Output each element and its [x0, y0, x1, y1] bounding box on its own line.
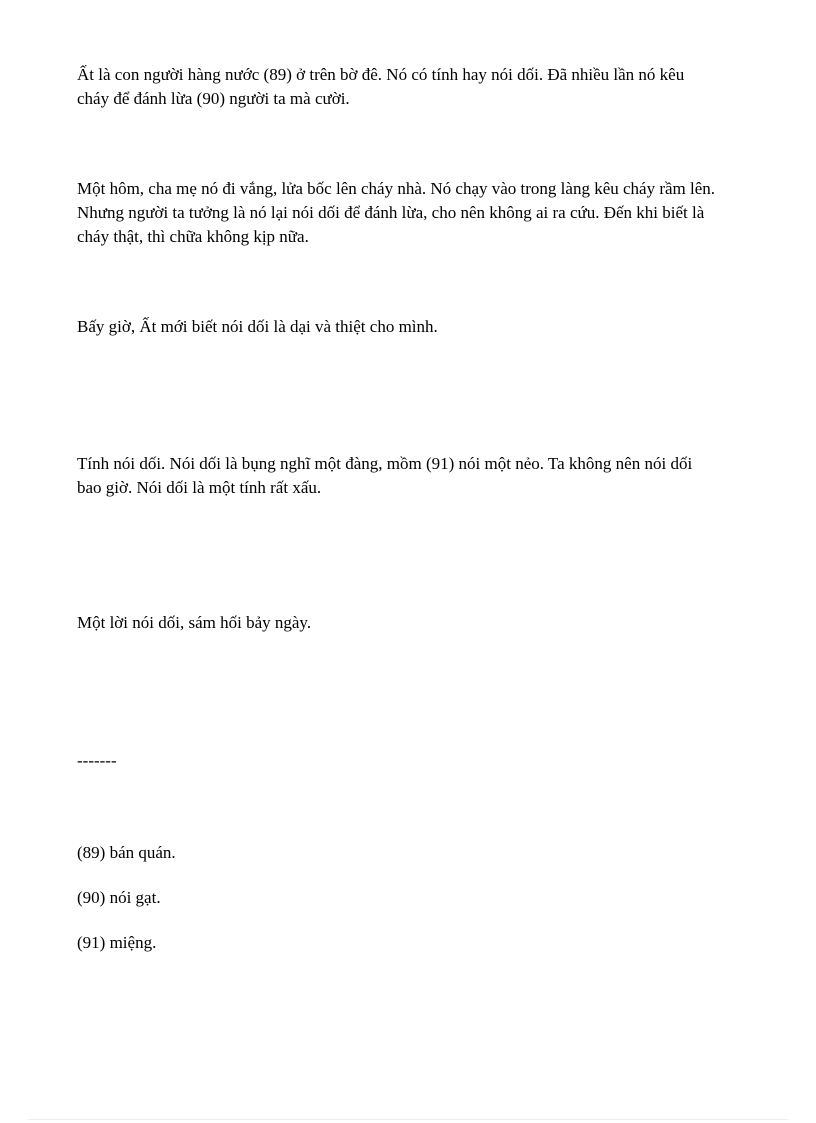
text-line: cháy để đánh lừa (90) người ta mà cười. [77, 89, 350, 108]
text-line: Một lời nói dối, sám hối bảy ngày. [77, 613, 312, 632]
text-line: Nhưng người ta tưởng là nó lại nói dối để đánh lừa, cho nên không ai ra cứu. Đến khi biết là [77, 203, 705, 222]
story-paragraph-1 [77, 63, 777, 111]
footnote-text: (91) miệng. [77, 933, 157, 952]
separator-text: ------- [77, 751, 117, 770]
footnote-91 [77, 931, 777, 955]
page-bottom-divider [28, 1119, 788, 1120]
story-paragraph-3 [77, 315, 777, 339]
text-line: Một hôm, cha mẹ nó đi vắng, lửa bốc lên cháy nhà. Nó chạy vào trong làng kêu cháy rầm lên. [77, 179, 716, 198]
footnote-90 [77, 886, 777, 910]
notes-separator [77, 749, 777, 773]
proverb [77, 611, 777, 635]
text-line: Bấy giờ, Ất mới biết nói dối là dại và thiệt cho mình. [77, 317, 438, 336]
footnote-89 [77, 841, 777, 865]
footnote-text: (89) bán quán. [77, 843, 176, 862]
text-line: Ất là con người hàng nước (89) ở trên bờ đê. Nó có tính hay nói dối. Đã nhiều lần nó kêu [77, 65, 685, 84]
text-line: bao giờ. Nói dối là một tính rất xấu. [77, 478, 322, 497]
story-paragraph-2 [77, 177, 777, 249]
text-line: cháy thật, thì chữa không kịp nữa. [77, 227, 309, 246]
text-line: Tính nói dối. Nói dối là bụng nghĩ một đàng, mồm (91) nói một nẻo. Ta không nên nói dối [77, 454, 693, 473]
lesson-paragraph [77, 452, 777, 500]
footnote-text: (90) nói gạt. [77, 888, 161, 907]
